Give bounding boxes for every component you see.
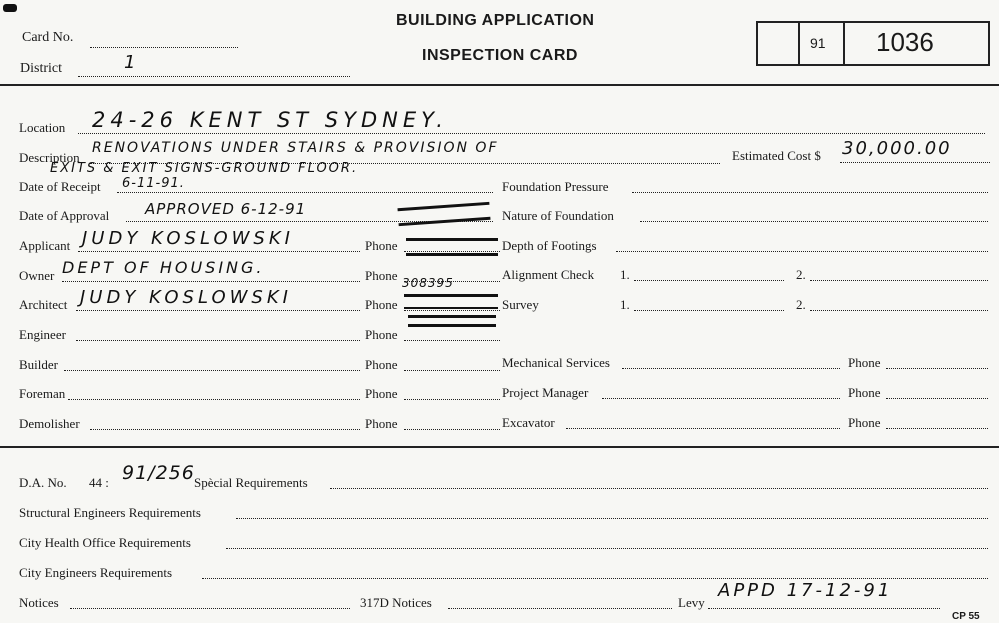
notices-field[interactable] <box>70 608 350 609</box>
depth-of-footings-field[interactable] <box>616 251 988 252</box>
survey-field-1[interactable] <box>634 310 784 311</box>
demolisher-phone-label: Phone <box>365 416 398 431</box>
mechanical-services-field[interactable] <box>622 368 840 369</box>
applicant-value: JUDY KOSLOWSKI <box>82 228 294 249</box>
alignment-check-num2: 2. <box>796 267 806 282</box>
strike-mark <box>406 238 498 256</box>
special-requirements-field[interactable] <box>330 488 988 489</box>
applicant-label: Applicant <box>19 238 71 253</box>
city-engineers-field[interactable] <box>202 578 988 579</box>
description-value-line1: RENOVATIONS UNDER STAIRS & PROVISION OF <box>92 140 499 156</box>
survey-num1: 1. <box>620 297 630 312</box>
title-line2: INSPECTION CARD <box>422 47 578 64</box>
da-no-prefix: 44 : <box>89 475 109 490</box>
alignment-check-field-1[interactable] <box>634 280 784 281</box>
city-health-office-label: City Health Office Requirements <box>19 535 191 550</box>
architect-phone-field[interactable] <box>404 310 500 311</box>
owner-value: DEPT OF HOUSING. <box>62 258 265 277</box>
foundation-pressure-field[interactable] <box>632 192 988 193</box>
builder-label: Builder <box>19 357 58 372</box>
special-requirements-label: Spècial Requirements <box>194 475 308 490</box>
engineer-field[interactable] <box>76 340 360 341</box>
excavator-label: Excavator <box>502 415 555 430</box>
card-box-divider <box>843 21 845 66</box>
survey-label: Survey <box>502 297 539 312</box>
card-number: 1036 <box>876 27 934 57</box>
architect-phone-value: 308395 <box>402 276 454 290</box>
description-label: Description <box>19 150 80 165</box>
project-manager-phone-label: Phone <box>848 385 881 400</box>
depth-of-footings-label: Depth of Footings <box>502 238 597 253</box>
project-manager-label: Project Manager <box>502 385 589 400</box>
card-no-label: Card No. <box>22 30 74 45</box>
da-no-label: D.A. No. <box>19 475 67 490</box>
location-value: 24-26 KENT ST SYDNEY. <box>92 108 448 132</box>
project-manager-field[interactable] <box>602 398 840 399</box>
ink-blot <box>3 4 17 12</box>
architect-field[interactable] <box>76 310 360 311</box>
foundation-pressure-label: Foundation Pressure <box>502 179 609 194</box>
divider-middle <box>0 446 999 448</box>
date-of-approval-value: APPROVED 6-12-91 <box>145 200 307 218</box>
description-value-line2: EXITS & EXIT SIGNS-GROUND FLOOR. <box>50 161 359 176</box>
estimated-cost-label: Estimated Cost $ <box>732 148 821 163</box>
demolisher-phone-field[interactable] <box>404 429 500 430</box>
strike-mark <box>408 315 496 327</box>
excavator-phone-label: Phone <box>848 415 881 430</box>
foreman-label: Foreman <box>19 386 66 401</box>
notices-label: Notices <box>19 595 59 610</box>
levy-value: APPD 17-12-91 <box>718 580 893 601</box>
da-no-value: 91/256 <box>122 462 195 484</box>
district-label: District <box>20 61 62 76</box>
city-engineers-label: City Engineers Requirements <box>19 565 173 580</box>
project-manager-phone-field[interactable] <box>886 398 988 399</box>
demolisher-field[interactable] <box>90 429 360 430</box>
demolisher-label: Demolisher <box>19 416 80 431</box>
nature-of-foundation-field[interactable] <box>640 221 988 222</box>
structural-engineers-field[interactable] <box>236 518 988 519</box>
excavator-field[interactable] <box>566 428 840 429</box>
card-number-box <box>756 21 990 66</box>
alignment-check-num1: 1. <box>620 267 630 282</box>
nature-of-foundation-label: Nature of Foundation <box>502 208 614 223</box>
foreman-phone-label: Phone <box>365 386 398 401</box>
alignment-check-label: Alignment Check <box>502 267 595 282</box>
survey-num2: 2. <box>796 297 806 312</box>
title-line1: BUILDING APPLICATION <box>396 12 595 29</box>
foreman-field[interactable] <box>68 399 360 400</box>
architect-phone-label: Phone <box>365 297 398 312</box>
date-of-approval-label: Date of Approval <box>19 208 110 223</box>
applicant-field[interactable] <box>78 251 360 252</box>
owner-phone-label: Phone <box>365 268 398 283</box>
district-field[interactable] <box>78 76 350 77</box>
date-of-receipt-value: 6-11-91. <box>122 176 185 191</box>
card-prefix: 91 <box>810 35 826 51</box>
estimated-cost-field[interactable] <box>840 162 990 163</box>
card-box-divider <box>798 21 800 66</box>
levy-field[interactable] <box>708 608 940 609</box>
owner-field[interactable] <box>62 281 360 282</box>
alignment-check-field-2[interactable] <box>810 280 988 281</box>
survey-field-2[interactable] <box>810 310 988 311</box>
engineer-phone-field[interactable] <box>404 340 500 341</box>
notices-317d-field[interactable] <box>448 608 672 609</box>
architect-label: Architect <box>19 297 68 312</box>
architect-value: JUDY KOSLOWSKI <box>80 287 292 308</box>
engineer-label: Engineer <box>19 327 66 342</box>
strike-mark <box>397 202 490 226</box>
estimated-cost-value: 30,000.00 <box>842 138 952 159</box>
levy-label: Levy <box>678 595 705 610</box>
divider-top <box>0 84 999 86</box>
card-no-field[interactable] <box>90 47 238 48</box>
date-of-receipt-label: Date of Receipt <box>19 179 101 194</box>
notices-317d-label: 317D Notices <box>360 595 432 610</box>
mechanical-services-phone-label: Phone <box>848 355 881 370</box>
builder-phone-field[interactable] <box>404 370 500 371</box>
location-label: Location <box>19 120 66 135</box>
strike-mark <box>404 294 498 309</box>
form-code: CP 55 <box>952 611 980 622</box>
mechanical-services-label: Mechanical Services <box>502 355 610 370</box>
structural-engineers-label: Structural Engineers Requirements <box>19 505 201 520</box>
foreman-phone-field[interactable] <box>404 399 500 400</box>
mechanical-services-phone-field[interactable] <box>886 368 988 369</box>
builder-phone-label: Phone <box>365 357 398 372</box>
owner-label: Owner <box>19 268 55 283</box>
engineer-phone-label: Phone <box>365 327 398 342</box>
excavator-phone-field[interactable] <box>886 428 988 429</box>
location-field[interactable] <box>78 133 985 134</box>
applicant-phone-label: Phone <box>365 238 398 253</box>
date-of-receipt-field[interactable] <box>117 192 493 193</box>
district-value: 1 <box>124 52 138 73</box>
builder-field[interactable] <box>64 370 360 371</box>
city-health-office-field[interactable] <box>226 548 988 549</box>
